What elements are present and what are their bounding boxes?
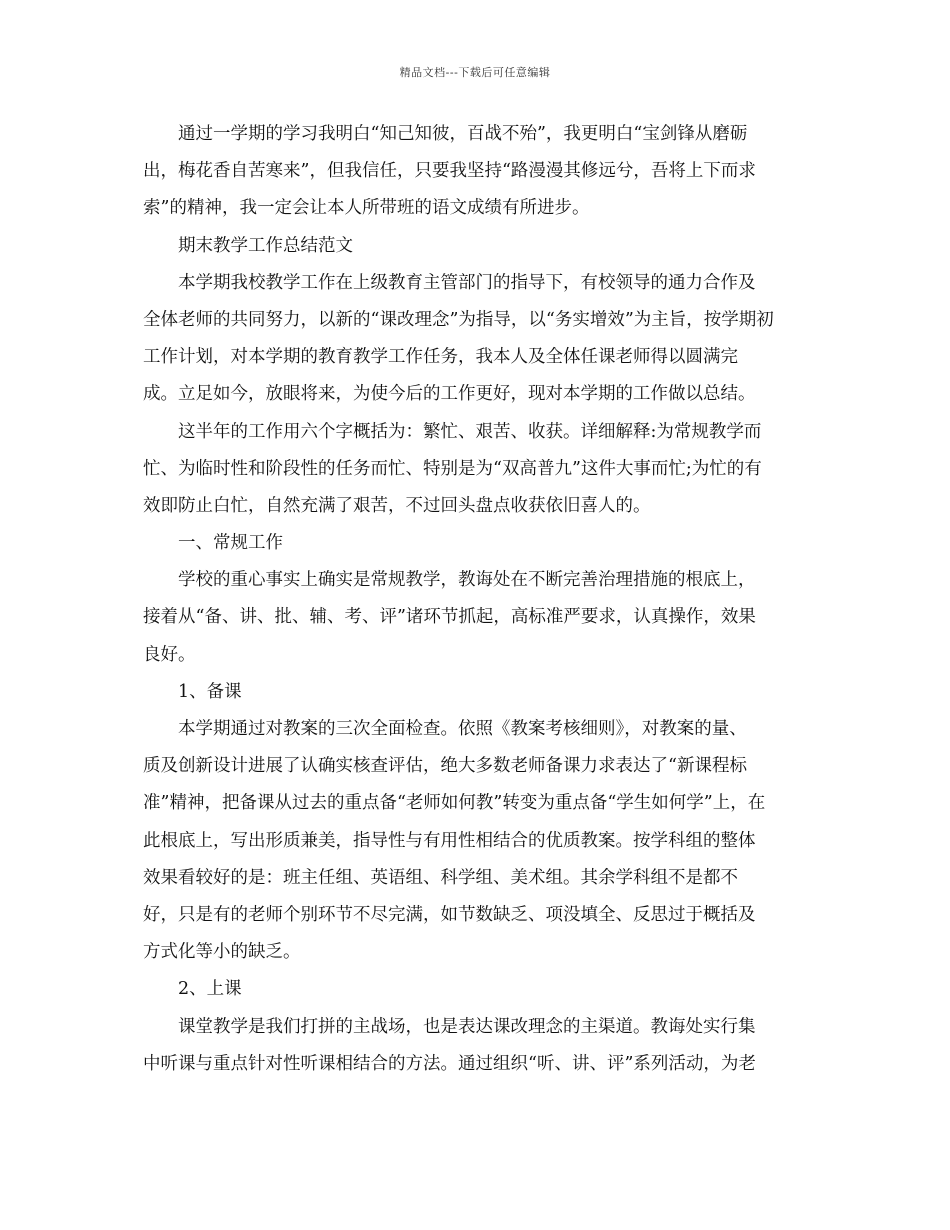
text-line: 学校的重心事实上确实是常规教学，教诲处在不断完善治理措施的根底上， [178, 570, 756, 591]
text-line: 本学期我校教学工作在上级教育主管部门的指导下，有校领导的通力合作及 [178, 272, 756, 293]
text-line: 接着从“备、讲、批、辅、考、评”诸环节抓起，高标准严要求，认真操作，效果 [143, 607, 756, 628]
text-line: 通过一学期的学习我明白“知己知彼，百战不殆”，我更明白“宝剑锋从磨砺 [178, 124, 748, 144]
text-line: 中听课与重点针对性听课相结合的方法。通过组织“听、讲、评”系列活动，为老 [143, 1053, 756, 1074]
text-line: 方式化等小的缺乏。 [143, 942, 301, 963]
text-line: 成。立足如今，放眼将来，为使今后的工作更好，现对本学期的工作做以总结。 [143, 384, 756, 405]
document-body [143, 116, 808, 1083]
text-line: 此根底上，写出形质兼美，指导性与有用性相结合的优质教案。按学科组的整体 [143, 830, 756, 851]
text-line: 良好。 [143, 644, 196, 665]
text-line: 忙、为临时性和阶段性的任务而忙、特别是为“双高普九”这件大事而忙;为忙的有 [143, 458, 762, 479]
text-line: 工作计划，对本学期的教育教学工作任务，我本人及全体任课老师得以圆满完 [143, 347, 738, 368]
text-line: 1、备课 [178, 681, 242, 702]
text-line: 全体老师的共同努力，以新的“课改理念”为指导，以“务实增效”为主旨，按学期初 [143, 309, 774, 330]
text-line: 本学期通过对教案的三次全面检查。依照《教案考核细则》，对教案的量、 [178, 719, 747, 739]
text-line: 一、常规工作 [178, 533, 283, 554]
text-line: 出，梅花香自苦寒来”，但我信任，只要我坚持“路漫漫其修远兮，吾将上下而求 [143, 161, 756, 182]
text-line: 索”的精神，我一定会让本人所带班的语文成绩有所进步。 [143, 198, 590, 219]
text-line: 好，只是有的老师个别环节不尽完满，如节数缺乏、项没填全、反思过于概括及 [143, 904, 756, 925]
page-header: 精品文档---下载后可任意编辑 [399, 66, 551, 79]
text-line: 准”精神，把备课从过去的重点备“老师如何教”转变为重点备“学生如何学”上，在 [143, 793, 766, 814]
text-line: 期末教学工作总结范文 [178, 235, 353, 256]
text-line: 质及创新设计进展了认确实核查评估，绝大多数老师备课力求表达了“新课程标 [143, 756, 747, 777]
text-line: 课堂教学是我们打拼的主战场，也是表达课改理念的主渠道。教诲处实行集 [178, 1016, 756, 1037]
text-line: 这半年的工作用六个字概括为：繁忙、艰苦、收获。详细解释:为常规教学而 [178, 421, 762, 442]
text-line: 2、上课 [178, 979, 242, 1000]
text-line: 效即防止白忙，自然充满了艰苦，不过回头盘点收获依旧喜人的。 [143, 495, 651, 516]
text-line: 效果看较好的是：班主任组、英语组、科学组、美术组。其余学科组不是都不 [143, 867, 738, 888]
